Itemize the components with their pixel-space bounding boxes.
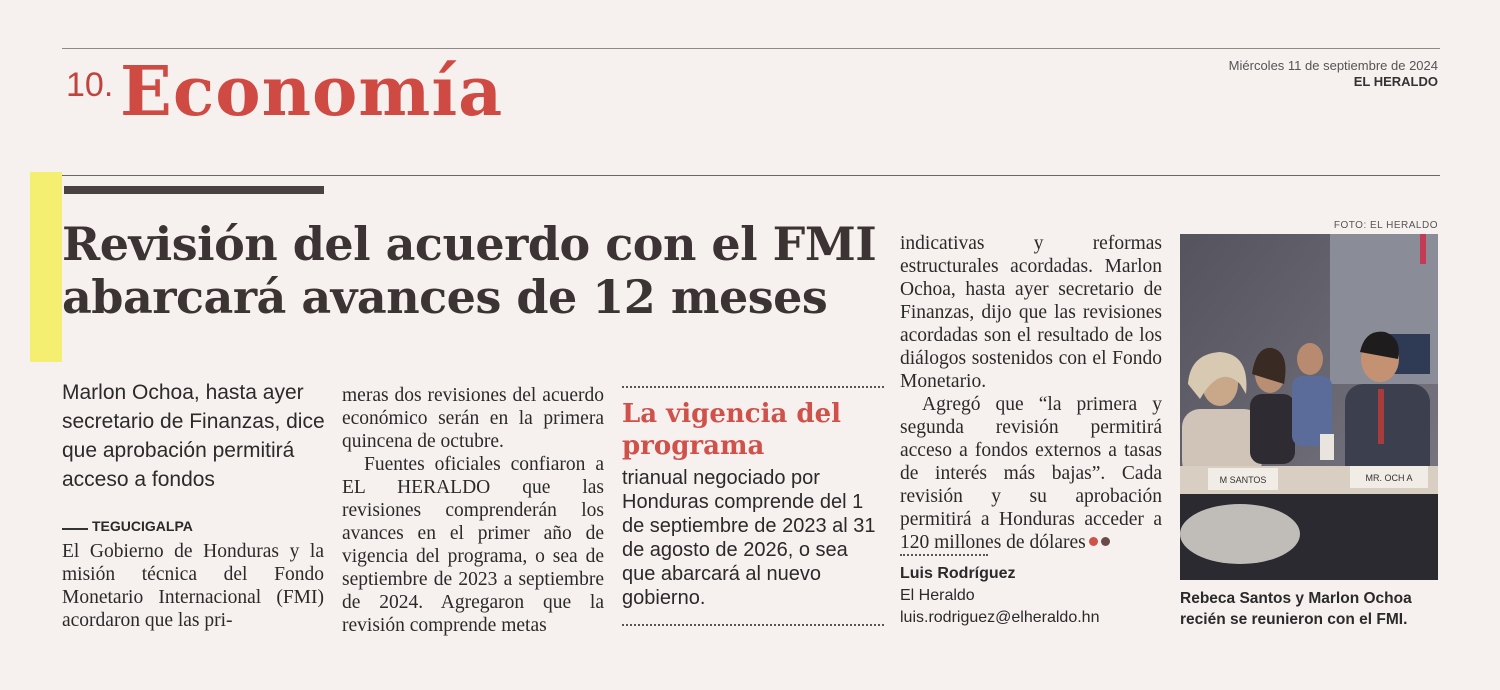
section-divider — [62, 175, 1440, 176]
photo-credit: FOTO: EL HERALDO — [1333, 220, 1438, 231]
body-paragraph: meras dos revisiones del acuerdo económico serán en la primera quincena de octubre. — [342, 385, 604, 452]
body-paragraph: indicativas y reformas estructurales acordadas. Marlon Ochoa, hasta ayer secretario de Finanzas, dijo que las revisiones acordadas son el resultado de los diálogos sostenidos con el Fondo Monetario. — [900, 233, 1162, 392]
byline-rule — [900, 554, 988, 556]
top-rule — [62, 48, 1440, 49]
nameplate-right: MR. OCH A — [1365, 473, 1413, 483]
photo-caption: Rebeca Santos y Marlon Ochoa recién se reunieron con el FMI. — [1180, 590, 1412, 628]
byline-author: Luis Rodríguez — [900, 565, 1016, 582]
end-mark-icon — [1089, 537, 1098, 546]
headline: Revisión del acuerdo con el FMI abarcará avances de 12 meses — [62, 217, 877, 324]
body-paragraph-text: Agregó que “la primera y segunda revisión permitirá acceso a fondos externos a tasas de interés más bajas”. Cada revisión y su aprobación permitirá a Honduras acceder a 120 millones de dólares — [900, 394, 1162, 553]
section-title: Economía — [120, 52, 504, 132]
sidebar-text: trianual negociado por Honduras comprende del 1 de septiembre de 2023 al 31 de agosto de 2026, o sea que abarcará al nuevo gobierno. — [622, 467, 876, 609]
highlighter-mark — [30, 172, 62, 362]
meeting-photo-illustration — [1180, 234, 1438, 580]
end-mark-icon — [1101, 537, 1110, 546]
byline-organization: El Heraldo — [900, 587, 975, 604]
issue-date: Miércoles 11 de septiembre de 2024 — [1228, 58, 1438, 73]
body-paragraph: Fuentes oficiales confiaron a EL HERALDO que las revisiones comprenderán los avances en el primer año de vigencia del programa, o sea de septiembre de 2023 a septiembre de 2024. Agregaron que la revisión comprende metas — [342, 454, 604, 636]
deck-subheadline: Marlon Ochoa, hasta ayer secretario de Finanzas, dice que aprobación permitirá acceso a fondos — [62, 381, 325, 491]
body-column-1: El Gobierno de Honduras y la misión técnica del Fondo Monetario Internacional (FMI) acordaron que las pri- — [62, 541, 324, 631]
headline-bar — [64, 186, 324, 194]
newspaper-name: EL HERALDO — [1353, 74, 1438, 89]
body-paragraph — [900, 393, 1162, 554]
news-photo — [1180, 234, 1438, 580]
box-top-rule — [622, 386, 884, 388]
body-column-2 — [342, 384, 604, 637]
body-column-4 — [900, 232, 1162, 554]
box-bottom-rule — [622, 624, 884, 626]
byline-email[interactable]: luis.rodriguez@elheraldo.hn — [900, 609, 1100, 626]
dateline: TEGUCIGALPA — [92, 518, 193, 534]
page-number: 10. — [66, 66, 114, 104]
dateline-rule — [62, 528, 88, 530]
sidebar-title: La vigencia del programa — [622, 399, 841, 461]
nameplate-left: M SANTOS — [1219, 475, 1267, 485]
